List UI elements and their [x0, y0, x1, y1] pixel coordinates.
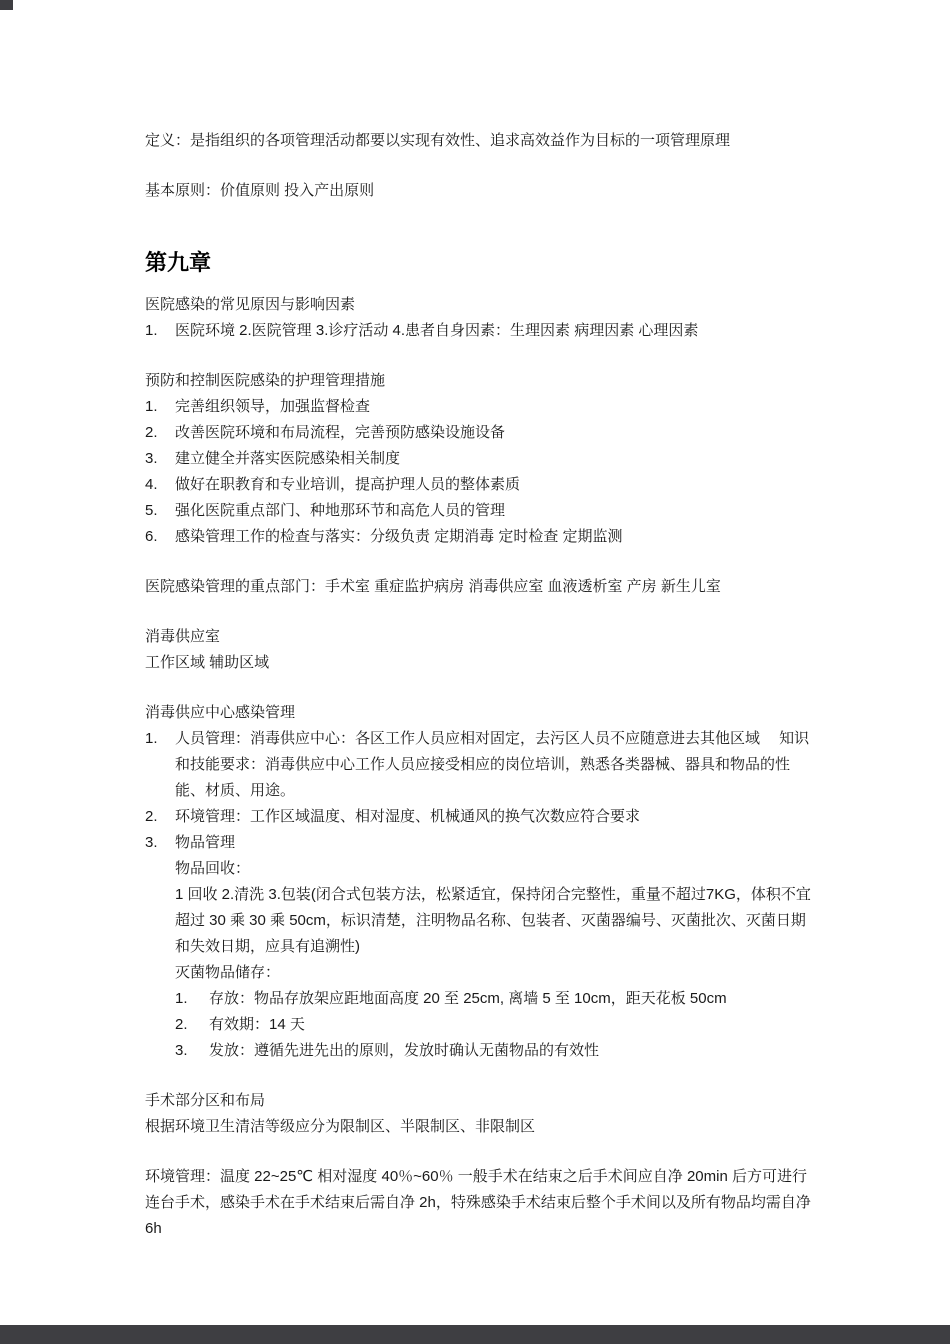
list-item-text: 物品管理	[175, 834, 236, 851]
list-item-text: 发放：遵循先进先出的原则，发放时确认无菌物品的有效性	[209, 1042, 600, 1059]
viewer-background-bottom-bar	[0, 1325, 950, 1344]
operating-room-zones: 根据环境卫生清洁等级应分为限制区、半限制区、非限制区	[145, 1118, 536, 1135]
list-item-number: 2.	[145, 808, 158, 825]
paragraph-definition: 定义：是指组织的各项管理活动都要以实现有效性、追求高效益作为目标的一项管理原理	[145, 132, 731, 149]
list-item	[145, 472, 817, 498]
viewer-background-corner	[0, 0, 13, 10]
list-item-text: 改善医院环境和布局流程，完善预防感染设施设备	[175, 424, 506, 441]
supply-center-list	[145, 726, 817, 856]
list-item-number: 3.	[145, 450, 158, 467]
list-item-text: 强化医院重点部门、种地那环节和高危人员的管理	[175, 502, 506, 519]
list-item-number: 1.	[145, 398, 158, 415]
supply-room-title: 消毒供应室	[145, 628, 221, 645]
recycle-text: 1 回收 2.清洗 3.包装(闭合式包装方法，松紧适宜，保持闭合完整性，重量不超过7KG，体积不宜超过 30 乘 30 乘 50cm，标识清楚，注明物品名称、包装者、灭菌器编号、灭菌批次、灭菌日期和失效日期，应具有追溯性)	[175, 886, 811, 955]
list-item-text: 完善组织领导，加强监督检查	[175, 398, 371, 415]
operating-room-title: 手术部分区和布局	[145, 1092, 266, 1109]
supply-room-subtitle: 工作区域 辅助区域	[145, 654, 270, 671]
list-item	[145, 446, 817, 472]
list-item-number: 4.	[145, 476, 158, 493]
chapter-heading: 第九章	[145, 250, 212, 275]
list-item-text: 做好在职教育和专业培训，提高护理人员的整体素质	[175, 476, 521, 493]
storage-label: 灭菌物品储存：	[175, 964, 281, 981]
prevention-list	[145, 394, 817, 550]
section-prevention-title: 预防和控制医院感染的护理管理措施	[145, 372, 386, 389]
list-item-number: 1.	[145, 730, 158, 747]
list-item	[145, 394, 817, 420]
list-item-text: 医院环境 2.医院管理 3.诊疗活动 4.患者自身因素：生理因素 病理因素 心理因素	[175, 322, 699, 339]
list-item-text: 感染管理工作的检查与落实：分级负责 定期消毒 定时检查 定期监测	[175, 528, 623, 545]
paragraph-environment: 环境管理：温度 22~25℃ 相对湿度 40％~60％ 一般手术在结束之后手术间应自净 20min 后方可进行连台手术，感染手术在手术结束后需自净 2h，特殊感染手术结束后整个手术间以及所有物品均需自净 6h	[145, 1168, 811, 1237]
list-item	[145, 420, 817, 446]
list-item	[145, 804, 817, 830]
list-item	[175, 1012, 817, 1038]
list-item	[145, 830, 817, 856]
list-item-number: 1.	[175, 990, 188, 1007]
list-item	[145, 498, 817, 524]
list-item	[145, 726, 817, 804]
list-item	[145, 318, 817, 344]
storage-list	[175, 986, 817, 1064]
list-item-number: 2.	[175, 1016, 188, 1033]
recycle-label: 物品回收：	[175, 860, 251, 877]
list-item-text: 建立健全并落实医院感染相关制度	[175, 450, 401, 467]
causes-list	[145, 318, 817, 344]
list-item-number: 3.	[175, 1042, 188, 1059]
paragraph-principles: 基本原则：价值原则 投入产出原则	[145, 182, 375, 199]
list-item-number: 5.	[145, 502, 158, 519]
list-item-text: 存放：物品存放架应距地面高度 20 至 25cm, 离墙 5 至 10cm，距天花板 50cm	[209, 990, 727, 1007]
list-item	[175, 1038, 817, 1064]
document-page	[145, 0, 817, 1242]
list-item-number: 2.	[145, 424, 158, 441]
list-item-text: 人员管理：消毒供应中心：各区工作人员应相对固定，去污区人员不应随意进去其他区域 知识和技能要求：消毒供应中心工作人员应接受相应的岗位培训，熟悉各类器械、器具和物品的性能、材质、用途。	[175, 730, 810, 799]
list-item-number: 1.	[145, 322, 158, 339]
supply-center-title: 消毒供应中心感染管理	[145, 704, 296, 721]
list-item	[175, 986, 817, 1012]
section-causes-title: 医院感染的常见原因与影响因素	[145, 296, 356, 313]
list-item-text: 有效期：14 天	[209, 1016, 305, 1033]
list-item-number: 3.	[145, 834, 158, 851]
paragraph-key-departments: 医院感染管理的重点部门：手术室 重症监护病房 消毒供应室 血液透析室 产房 新生儿室	[145, 578, 721, 595]
list-item-number: 6.	[145, 528, 158, 545]
list-item-text: 环境管理：工作区域温度、相对湿度、机械通风的换气次数应符合要求	[175, 808, 641, 825]
goods-management-block	[175, 856, 817, 1064]
list-item	[145, 524, 817, 550]
